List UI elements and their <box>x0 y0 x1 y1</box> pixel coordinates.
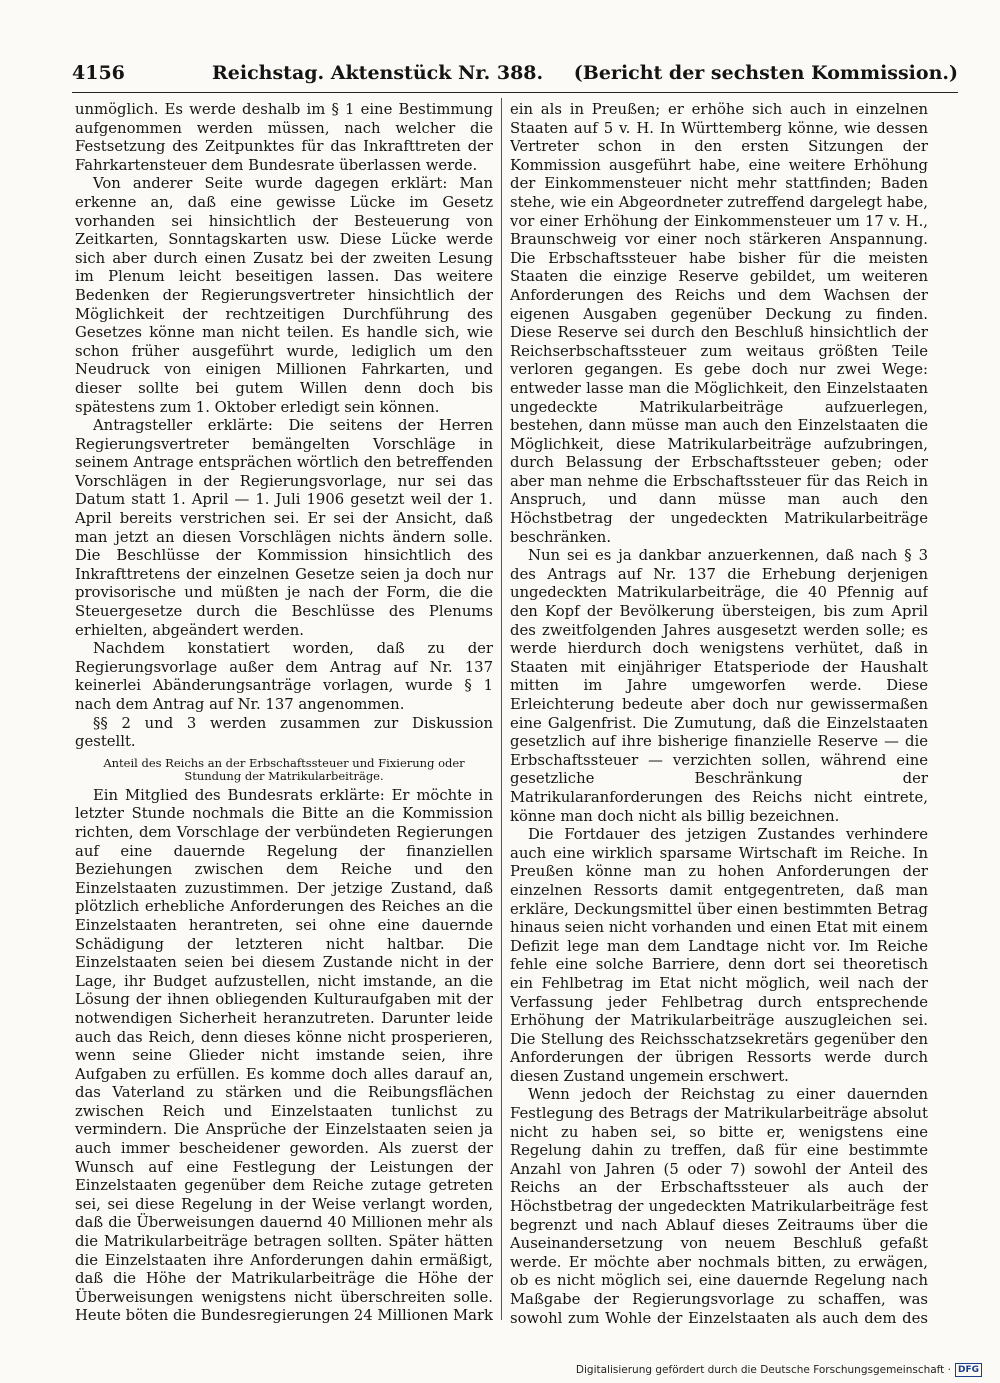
paragraph: Von anderer Seite wurde dagegen erklärt: Man erkenne an, daß eine gewisse Lücke im Gesetz vorhanden sei hinsichtlich der Besteuerung von Zeitkarten, Sonntagskarten usw. Diese Lücke werde sich aber durch einen Zusatz bei der zweiten Lesung im Plenum leicht beseitigen lassen. Das weitere Bedenken der Regierungsvertreter hinsichtlich der Möglichkeit der rechtzeitigen Durchführung des Gesetzes könne man nicht teilen. Es handle sich, wie schon früher ausgeführt wurde, lediglich um den Neudruck von einigen Millionen Fahrkarten, und dieser sollte bei gutem Willen denn doch bis spätestens zum 1. Oktober erledigt sein können. <box>75 175 493 416</box>
commission-label: (Bericht der sechsten Kommission.) <box>573 62 958 84</box>
paragraph: unmöglich. Es werde deshalb im § 1 eine Bestimmung aufgenommen werden müssen, nach welcher die Festsetzung des Zeitpunktes für das Inkrafttreten der Fahrkartensteuer dem Bundesrate überlassen werde. <box>75 101 493 174</box>
digitization-footer <box>576 1361 982 1379</box>
header-rule <box>72 92 958 93</box>
page-header <box>72 58 958 88</box>
right-column <box>510 101 928 1327</box>
section-heading: Anteil des Reichs an der Erbschaftssteuer und Fixierung oder Stundung der Matrikularbeiträge. <box>103 755 465 784</box>
paragraph: Nachdem konstatiert worden, daß zu der Regierungsvorlage außer dem Antrag auf Nr. 137 keinerlei Abänderungsanträge vorlagen, wurde § 1 nach dem Antrag auf Nr. 137 angenommen. <box>75 640 493 713</box>
paragraph: §§ 2 und 3 werden zusammen zur Diskussion gestellt. <box>75 714 493 751</box>
footer-text: Digitalisierung gefördert durch die Deutsche Forschungsgemeinschaft · <box>575 1364 951 1376</box>
running-title: Reichstag. Aktenstück Nr. 388. <box>212 62 544 84</box>
paragraph: Wenn jedoch der Reichstag zu einer dauernden Festlegung des Betrags der Matrikularbeiträge absolut nicht zu haben sei, so bitte er, wenigstens eine Regelung dahin zu treffen, daß für eine bestimmte Anzahl von Jahren (5 oder 7) sowohl der Anteil des Reichs an der Erbschaftssteuer als auch der Höchstbetrag der ungedeckten Matrikularbeiträge fest begrenzt und nach Ablauf dieses Zeitraums über die Auseinandersetzung von neuem Beschluß gefaßt werde. Er möchte aber nochmals bitten, zu erwägen, ob es nicht möglich sei, eine dauernde Regelung nach Maßgabe der Regierungsvorlage zu schaffen, was sowohl zum Wohle der Einzelstaaten als auch dem des <box>510 1086 928 1327</box>
paragraph: ein als in Preußen; er erhöhe sich auch in einzelnen Staaten auf 5 v. H. In Württemberg könne, wie dessen Vertreter schon in den ersten Sitzungen der Kommission ausgeführt habe, eine weitere Erhöhung der Einkommensteuer nicht mehr stattfinden; Baden stehe, wie ein Abgeordneter zutreffend dargelegt habe, vor einer Erhöhung der Einkommensteuer um 17 v. H., Braunschweig vor einer noch stärkeren Anspannung. Die Erbschaftssteuer habe bisher für die meisten Staaten die einzige Reserve gebildet, um weiteren Anforderungen des Reichs und dem Wachsen der eigenen Ausgaben gegenüber Deckung zu finden. Diese Reserve sei durch den Beschluß hinsichtlich der Reichserbschaftssteuer zum weitaus größten Teile verloren gegangen. Es gebe doch nur zwei Wege: entweder lasse man die Möglichkeit, den Einzelstaaten ungedeckte Matrikularbeiträge aufzuerlegen, bestehen, dann müsse man auch den Einzelstaaten die Möglichkeit, diese Matrikularbeiträge aufzubringen, durch Belassung der Erbschaftssteuer geben; oder aber man nehme die Erbschaftssteuer für das Reich in Anspruch, und dann müsse man auch den Höchstbetrag der ungedeckten Matrikularbeiträge beschränken. <box>510 101 928 546</box>
paragraph: Die Fortdauer des jetzigen Zustandes verhindere auch eine wirklich sparsame Wirtschaft im Reiche. In Preußen könne man zu hohen Anforderungen der einzelnen Ressorts damit entgegentreten, daß man erkläre, Deckungsmittel über einen bestimmten Betrag hinaus seien nicht vorhanden und einen Etat mit einem Defizit lege man dem Landtage nicht vor. Im Reiche fehle eine solche Barriere, denn dort sei theoretisch ein Fehlbetrag im Etat nicht möglich, weil nach der Verfassung jeder Fehlbetrag durch entsprechende Erhöhung der Matrikularbeiträge auszugleichen sei. Die Stellung des Reichsschatzsekretärs gegenüber den Anforderungen der übrigen Ressorts werde durch diesen Zustand ungemein erschwert. <box>510 826 928 1085</box>
dfg-logo: DFG <box>955 1363 982 1377</box>
left-column <box>75 101 493 1327</box>
column-divider <box>501 98 502 1320</box>
page-number: 4156 <box>72 62 125 84</box>
paragraph: Nun sei es ja dankbar anzuerkennen, daß nach § 3 des Antrags auf Nr. 137 die Erhebung derjenigen ungedeckten Matrikularbeiträge, die 40 Pfennig auf den Kopf der Bevölkerung übersteigen, bis zum April des zweitfolgenden Jahres ausgesetzt werden solle; es werde hierdurch doch wenigstens verhütet, daß in Staaten mit einjähriger Etatsperiode der Haushalt mitten im Jahre umgeworfen werde. Diese Erleichterung bedeute aber doch nur gewissermaßen eine Galgenfrist. Die Zumutung, daß die Einzelstaaten gesetzlich auf ihre bisherige finanzielle Reserve — die Erbschaftssteuer — verzichten sollen, während eine gesetzliche Beschränkung der Matrikularanforderungen des Reichs nicht eintrete, könne man doch nicht als billig bezeichnen. <box>510 547 928 825</box>
paragraph: Ein Mitglied des Bundesrats erklärte: Er möchte in letzter Stunde nochmals die Bitte an die Kommission richten, dem Vorschlage der verbündeten Regierungen auf eine dauernde Regelung der finanziellen Beziehungen zwischen dem Reiche und den Einzelstaaten zuzustimmen. Der jetzige Zustand, daß plötzlich erhebliche Anforderungen des Reiches an die Einzelstaaten herantreten, sei ohne eine dauernde Schädigung der letzteren nicht haltbar. Die Einzelstaaten seien bei diesem Zustande nicht in der Lage, ihr Budget aufzustellen, nicht imstande, an die Lösung der ihnen obliegenden Kulturaufgaben mit der notwendigen Sicherheit heranzutreten. Darunter leide auch das Reich, denn dieses könne nicht prosperieren, wenn seine Glieder nicht imstande seien, ihre Aufgaben zu erfüllen. Es komme doch alles darauf an, das Vaterland zu stärken und die Reibungsflächen zwischen Reich und Einzelstaaten tunlichst zu vermindern. Die Ansprüche der Einzelstaaten seien ja auch immer bescheidener geworden. Als zuerst der Wunsch auf eine Festlegung der Leistungen der Einzelstaaten gegenüber dem Reiche zutage getreten sei, sei diese Regelung in der Weise verlangt worden, daß die Überweisungen dauernd 40 Millionen mehr als die Matrikularbeiträge betragen sollten. Später hätten die Einzelstaaten ihre Anforderungen dahin ermäßigt, daß die Höhe der Matrikularbeiträge die Höhe der Überweisungen wenigstens nicht überschreiten solle. Heute böten die Bundesregierungen 24 Millionen Mark <box>75 786 493 1325</box>
paragraph: Antragsteller erklärte: Die seitens der Herren Regierungsvertreter bemängelten Vorschläge in seinem Antrage entsprächen wörtlich den betreffenden Vorschlägen in der Regierungsvorlage, nur sei das Datum statt 1. April — 1. Juli 1906 gesetzt weil der 1. April bereits verstrichen sei. Er sei der Ansicht, daß man jetzt an diesen Vorschlägen nichts ändern solle. Die Beschlüsse der Kommission hinsichtlich des Inkrafttretens der einzelnen Gesetze seien ja doch nur provisorische und müßten je nach der Form, die die Steuergesetze durch die Beschlüsse des Plenums erhielten, abgeändert werden. <box>75 417 493 639</box>
